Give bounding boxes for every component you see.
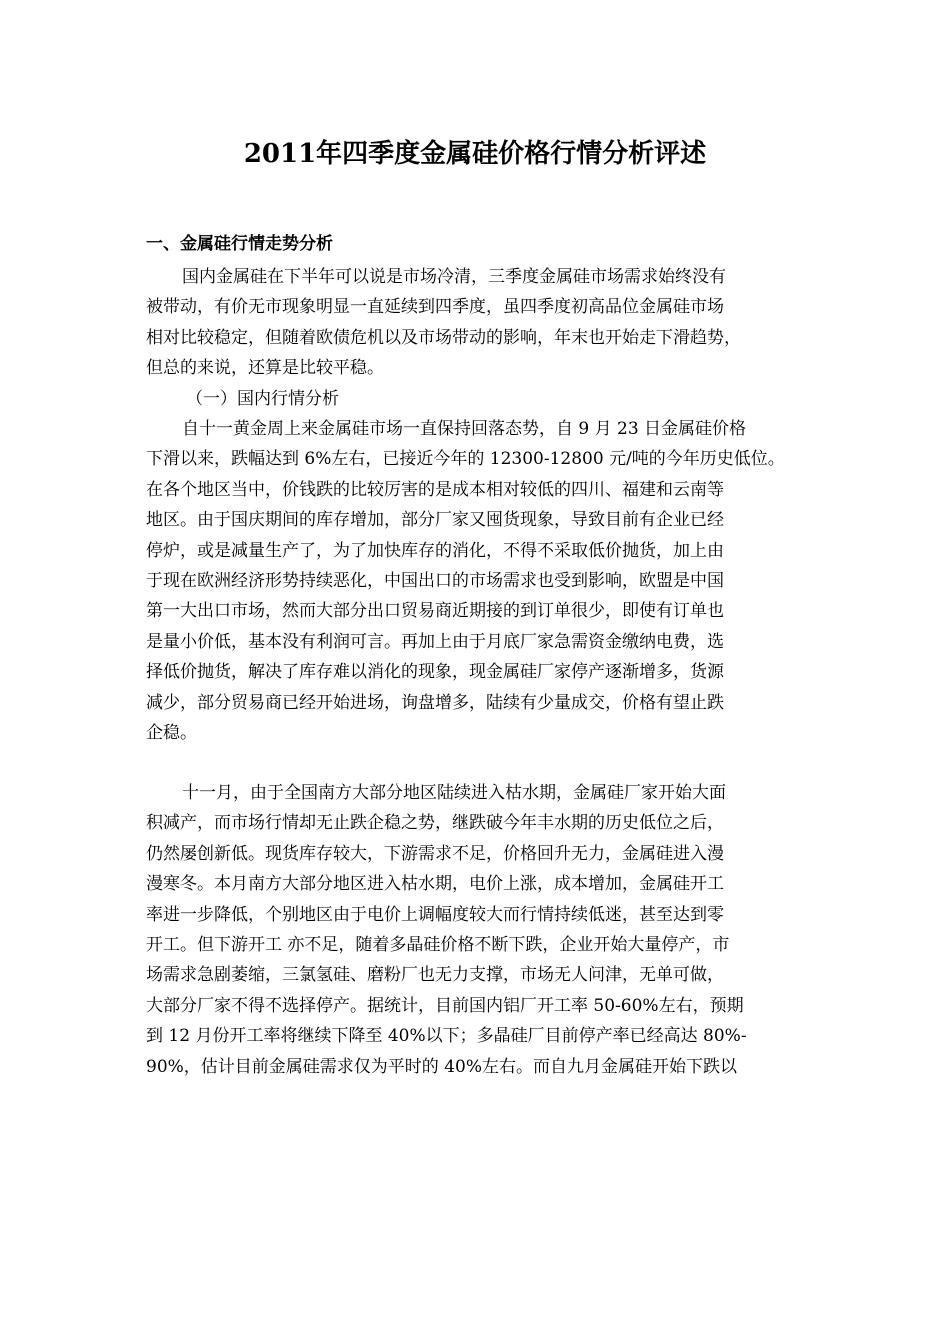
paragraph-line: 漫寒冬。本月南方大部分地区进入枯水期，电价上涨，成本增加，金属硅开工 xyxy=(146,874,724,895)
paragraph-line: 大部分厂家不得不选择停产。据统计，目前国内铝厂开工率 50-60%左右，预期 xyxy=(146,995,744,1016)
paragraph-line: 在各个地区当中，价钱跌的比较厉害的是成本相对较低的四川、福建和云南等 xyxy=(146,479,724,500)
paragraph-line: 自十一黄金周上来金属硅市场一直保持回落态势，自 9 月 23 日金属硅价格 xyxy=(182,419,747,439)
paragraph-line: 减少，部分贸易商已经开始进场，询盘增多，陆续有少量成交，价格有望止跌 xyxy=(146,692,724,713)
paragraph-line: 国内金属硅在下半年可以说是市场冷清，三季度金属硅市场需求始终没有 xyxy=(182,267,726,287)
paragraph-line: 仍然屡创新低。现货库存较大，下游需求不足，价格回升无力，金属硅进入漫 xyxy=(146,843,724,864)
paragraph-domestic-market xyxy=(146,414,806,748)
paragraph-line: 开工。但下游开工 亦不足，随着多晶硅价格不断下跌，企业开始大量停产，市 xyxy=(146,934,730,955)
paragraph-november xyxy=(146,778,806,1082)
paragraph-line: 于现在欧洲经济形势持续恶化，中国出口的市场需求也受到影响，欧盟是中国 xyxy=(146,570,724,591)
paragraph-line: 相对比较稳定，但随着欧债危机以及市场带动的影响，年末也开始走下滑趋势， xyxy=(146,327,741,348)
paragraph-line: 率进一步降低，个别地区由于电价上调幅度较大而行情持续低迷，甚至达到零 xyxy=(146,904,724,925)
paragraph-line: 十一月，由于全国南方大部分地区陆续进入枯水期，金属硅厂家开始大面 xyxy=(182,783,726,803)
paragraph-line: 场需求急剧萎缩，三氯氢硅、磨粉厂也无力支撑，市场无人问津，无单可做， xyxy=(146,965,724,986)
paragraph-line: 择低价抛货，解决了库存难以消化的现象，现金属硅厂家停产逐渐增多，货源 xyxy=(146,662,724,683)
paragraph-line: 积减产，而市场行情却无止跌企稳之势，继跌破今年丰水期的历史低位之后， xyxy=(146,813,724,834)
paragraph-overview xyxy=(146,262,806,414)
paragraph-line: 到 12 月份开工率将继续下降至 40%以下；多晶硅厂目前停产率已经高达 80%- xyxy=(146,1026,747,1047)
paragraph-line: 是量小价低，基本没有利润可言。再加上由于月底厂家急需资金缴纳电费，选 xyxy=(146,631,724,652)
paragraph-line: 被带动，有价无市现象明显一直延续到四季度，虽四季度初高品位金属硅市场 xyxy=(146,297,724,318)
paragraph-line: 但总的来说，还算是比较平稳。 xyxy=(146,358,384,379)
paragraph-line: 企稳。 xyxy=(146,722,197,743)
paragraph-line: 90%，估计目前金属硅需求仅为平时的 40%左右。而自九月金属硅开始下跌以 xyxy=(146,1056,737,1077)
paragraph-line: 第一大出口市场，然而大部分出口贸易商近期接的到订单很少，即使有订单也 xyxy=(146,601,724,622)
subheading-domestic-analysis: （一）国内行情分析 xyxy=(186,388,339,409)
paragraph-line: 停炉，或是减量生产了，为了加快库存的消化，不得不采取低价抛货，加上由 xyxy=(146,540,724,561)
paragraph-line: 地区。由于国庆期间的库存增加，部分厂家又囤货现象，导致目前有企业已经 xyxy=(146,510,724,531)
document-title: 2011年四季度金属硅价格行情分析评述 xyxy=(243,139,707,169)
paragraph-line: 下滑以来，跌幅达到 6%左右，已接近今年的 12300-12800 元/吨的今年历史低位。 xyxy=(146,449,785,470)
section-heading-market-trend: 一、金属硅行情走势分析 xyxy=(146,234,333,254)
